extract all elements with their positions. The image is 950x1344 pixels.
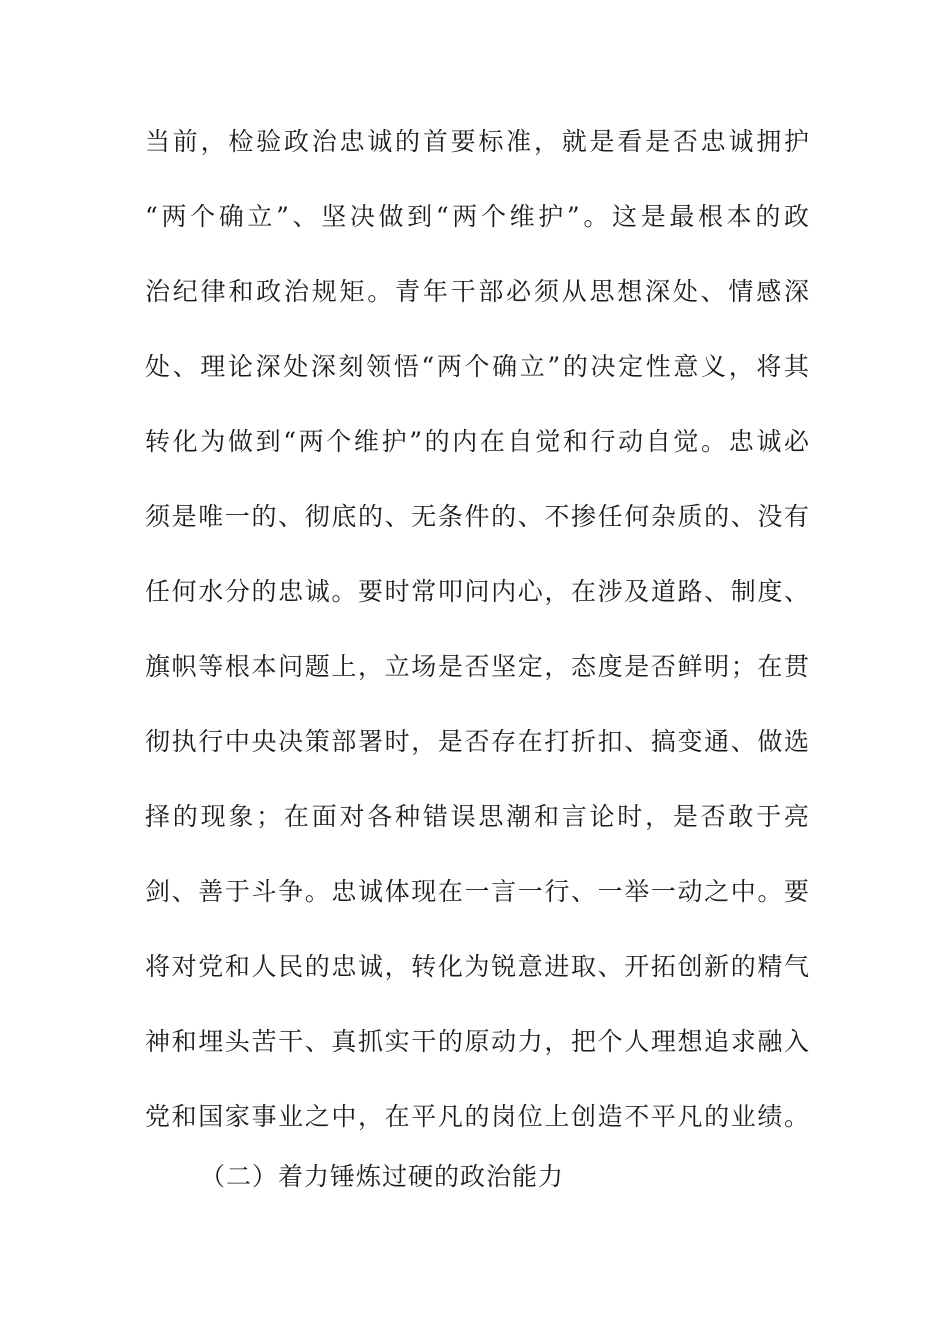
body-text-line: 党和国家事业之中，在平凡的岗位上创造不平凡的业绩。 — [145, 1102, 810, 1131]
body-text-line: 剑、善于斗争。忠诚体现在一言一行、一举一动之中。要 — [145, 877, 810, 906]
body-text-line: 择的现象；在面对各种错误思潮和言论时，是否敢于亮 — [145, 802, 810, 831]
body-text-line: 彻执行中央决策部署时，是否存在打折扣、搞变通、做选 — [145, 727, 810, 756]
body-text-line: 治纪律和政治规矩。青年干部必须从思想深处、情感深 — [145, 277, 810, 306]
section-heading: （二）着力锤炼过硬的政治能力 — [200, 1162, 565, 1191]
body-text-line: 须是唯一的、彻底的、无条件的、不掺任何杂质的、没有 — [145, 502, 810, 531]
body-text-line: 当前，检验政治忠诚的首要标准，就是看是否忠诚拥护 — [145, 127, 810, 156]
body-text-line: 任何水分的忠诚。要时常叩问内心，在涉及道路、制度、 — [145, 577, 810, 606]
body-text-line: 将对党和人民的忠诚，转化为锐意进取、开拓创新的精气 — [145, 952, 810, 981]
body-text-line: 旗帜等根本问题上，立场是否坚定，态度是否鲜明；在贯 — [145, 652, 810, 681]
body-text-line: 转化为做到“两个维护”的内在自觉和行动自觉。忠诚必 — [145, 427, 810, 456]
body-text-line: “两个确立”、坚决做到“两个维护”。这是最根本的政 — [145, 202, 810, 231]
body-text-line: 神和埋头苦干、真抓实干的原动力，把个人理想追求融入 — [145, 1027, 810, 1056]
body-text-line: 处、理论深处深刻领悟“两个确立”的决定性意义，将其 — [145, 352, 810, 381]
